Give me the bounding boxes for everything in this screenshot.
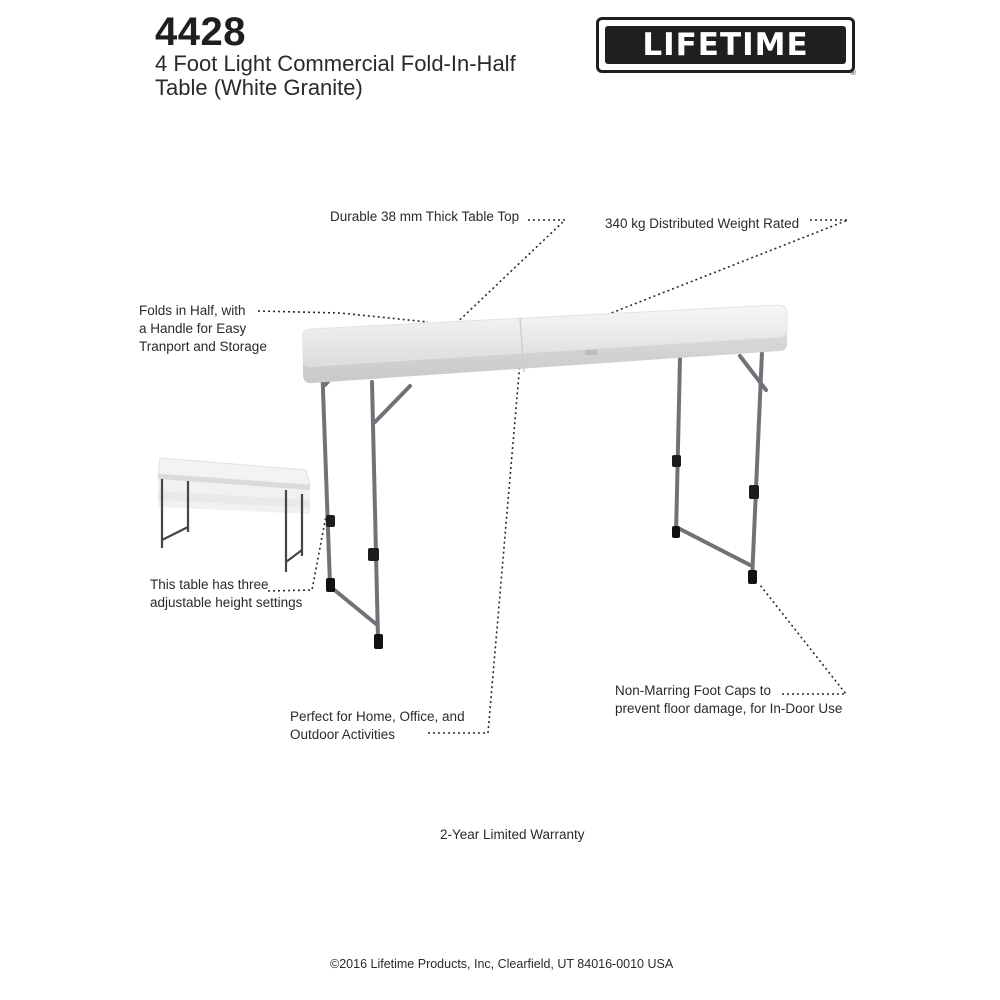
- warranty-note: 2-Year Limited Warranty: [440, 827, 585, 842]
- leader-table-top: [446, 220, 565, 333]
- leader-foot-caps: [760, 585, 846, 694]
- callout-foot-caps: Non-Marring Foot Caps to prevent floor damage, for In-Door Use: [615, 683, 843, 716]
- callout-table-top: Durable 38 mm Thick Table Top: [330, 209, 520, 224]
- product-title: 4 Foot Light Commercial Fold-In-Half Table (White Granite): [155, 51, 516, 100]
- leader-folds: [258, 311, 428, 322]
- brand-logo-text: LIFETIME: [605, 26, 846, 64]
- inset-table-illustration: [158, 458, 310, 572]
- callout-height-settings: This table has three adjustable height settings: [150, 577, 303, 610]
- leader-uses: [428, 362, 520, 733]
- registered-mark: ®: [850, 68, 856, 77]
- main-table-illustration: [303, 305, 787, 649]
- callout-folds-in-half: Folds in Half, with a Handle for Easy Tranport and Storage: [139, 303, 267, 354]
- leader-lines: [258, 220, 848, 733]
- callout-uses: Perfect for Home, Office, and Outdoor Activities: [290, 709, 465, 742]
- copyright-footer: ©2016 Lifetime Products, Inc, Clearfield, UT 84016-0010 USA: [330, 957, 674, 971]
- callout-weight-rated: 340 kg Distributed Weight Rated: [605, 216, 800, 231]
- model-number: 4428: [155, 10, 246, 54]
